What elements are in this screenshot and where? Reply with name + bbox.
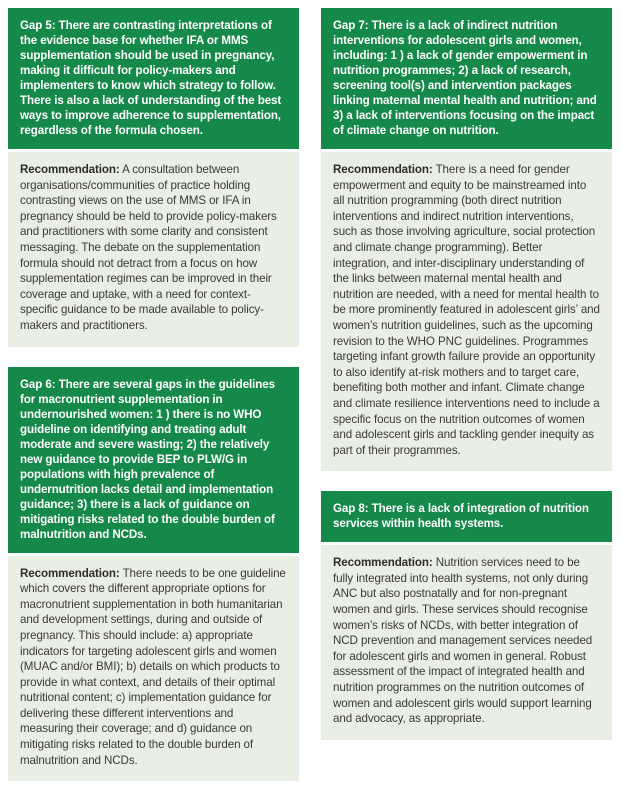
- card-gap-5: [8, 8, 299, 347]
- gap-6-recommendation-body: There needs to be one guideline which covers the different appropriate options for macronutrient supplementation in both humanitarian and development settings, during and outside of pregnancy. This should include: a) appropriate indicators for targeting adolescent girls and women (MUAC and/or BMI); b) details on which products to provide in what context, and details of their optimal nutritional content; c) implementation guidance for delivering these different interventions and measuring their coverage; and d) guidance on mitigating risks related to the double burden of malnutrition and NCDs.: [20, 566, 286, 767]
- gap-7-recommendation-body: There is a need for gender empowerment and equity to be mainstreamed into all nutrition programming (both direct nutrition interventions and indirect nutrition interventions, such as those involving agriculture, social protection and climate change programming). Better integration, and inter-disciplinary understanding of the links between maternal mental health and nutrition are needed, with a need for mental health to be more prominently featured in adolescent girls’ and women’s nutrition guidelines, such as the upcoming revision to the WHO PNC guidelines. Programmes targeting infant growth failure provide an opportunity to also identify at-risk mothers and to target care, benefiting both mother and infant. Climate change and climate resilience interventions need to include a specific focus on the nutrition outcomes of women and adolescent girls and tackling gender inequity as part of their programmes.: [333, 163, 600, 457]
- gap-5-header-text: [20, 18, 287, 138]
- gap-8-header-body: There is a lack of integration of nutrition services within health systems.: [333, 502, 589, 531]
- gap-6-header: [8, 367, 299, 553]
- gap-5-recommendation-label: Recommendation:: [20, 163, 120, 176]
- left-column: [8, 8, 299, 812]
- gap-7-number-label: Gap 7:: [333, 19, 369, 32]
- gap-7-recommendation-panel: [321, 152, 612, 471]
- gap-5-recommendation-panel: [8, 152, 299, 347]
- gap-5-header-body: There are contrasting interpretations of the evidence base for whether IFA or MMS supplementation should be used in pregnancy, making it difficult for policy-makers and implementers to know which strategy to follow. There is also a lack of understanding of the best ways to improve adherence to supplementation, regardless of the formula chosen.: [20, 19, 282, 137]
- gap-5-recommendation-text: [20, 162, 287, 334]
- card-gap-8: [321, 491, 612, 740]
- card-gap-7: [321, 8, 612, 471]
- right-column: [321, 8, 612, 812]
- gap-6-header-text: [20, 377, 287, 542]
- card-gap-6: [8, 367, 299, 782]
- gap-8-header: [321, 491, 612, 542]
- gap-8-recommendation-text: [333, 555, 600, 727]
- gap-5-number-label: Gap 5:: [20, 19, 56, 32]
- gap-7-header-text: [333, 18, 600, 138]
- gap-8-recommendation-body: Nutrition services need to be fully integrated into health systems, not only during ANC but also postnatally and for non-pregnant women and girls. These services should recognise women’s risks of NCDs, with better integration of NCD prevention and management services needed for adolescent girls and women in general. Robust assessment of the impact of integrated health and nutrition programmes on the nutrition outcomes of women and adolescent girls would support learning and advocacy, as appropriate.: [333, 556, 593, 726]
- gap-6-recommendation-panel: [8, 556, 299, 782]
- gap-5-header: [8, 8, 299, 149]
- gap-6-header-body: There are several gaps in the guidelines for macronutrient supplementation in undernourished women: 1 ) there is no WHO guideline on identifying and treating adult moderate and severe wasting; 2) the relatively new guidance to provide BEP to PLW/G in populations with high prevalence of undernutrition lacks detail and implementation guidance; 3) there is a lack of guidance on mitigating risks related to the double burden of malnutrition and NCDs.: [20, 377, 275, 541]
- gap-8-recommendation-label: Recommendation:: [333, 556, 433, 570]
- gap-7-recommendation-text: [333, 162, 600, 458]
- gap-7-recommendation-label: Recommendation:: [333, 163, 433, 176]
- gap-6-number-label: Gap 6:: [20, 377, 56, 391]
- gap-6-recommendation-label: Recommendation:: [20, 566, 120, 580]
- gap-7-header-body: There is a lack of indirect nutrition interventions for adolescent girls and women, including: 1 ) a lack of gender empowerment in nutrition programmes; 2) a lack of research, screening tool(s) and intervention packages linking maternal mental health and nutrition; and 3) a lack of interventions focusing on the impact of climate change on nutrition.: [333, 19, 597, 137]
- gap-6-recommendation-text: [20, 566, 287, 769]
- gap-8-number-label: Gap 8:: [333, 502, 369, 516]
- gap-8-recommendation-panel: [321, 545, 612, 740]
- gap-7-header: [321, 8, 612, 149]
- gap-5-recommendation-body: A consultation between organisations/communities of practice holding contrasting views on the use of MMS or IFA in pregnancy should be held to provide policy-makers and practitioners with some clarity and consistent messaging. The debate on the supplementation formula should not detract from a focus on how supplementation regimes can be improved in their coverage and uptake, with a need for context-specific guidance to be made available to policy-makers and practitioners.: [20, 163, 277, 332]
- gap-8-header-text: [333, 501, 600, 531]
